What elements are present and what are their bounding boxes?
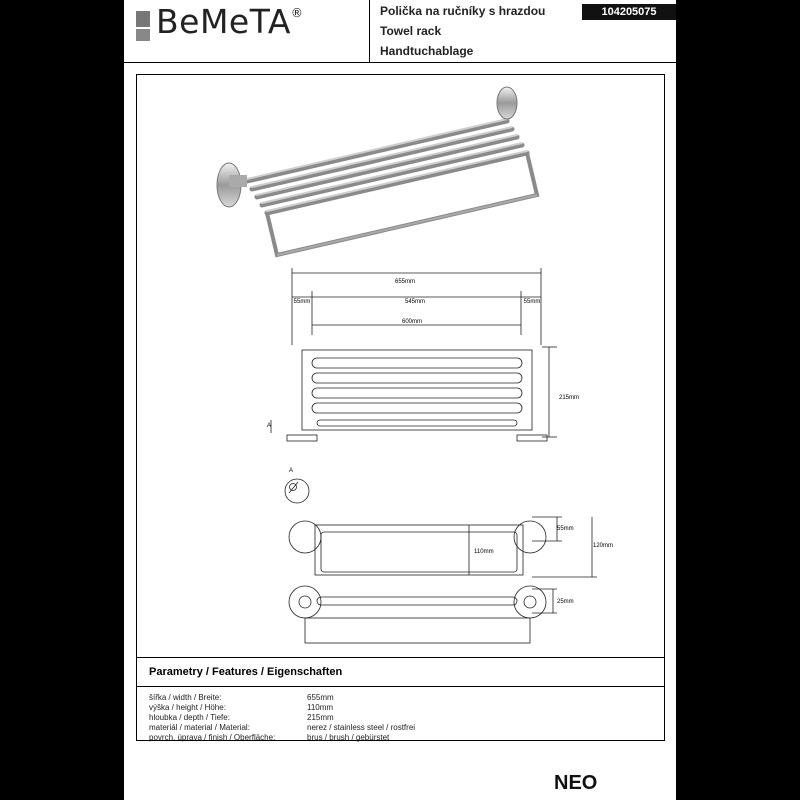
product-code: 104205075	[582, 4, 676, 20]
parameters-rule	[137, 686, 664, 687]
brand-logo: BeMeTA®	[136, 2, 303, 41]
title-de: Handtuchablage	[380, 44, 474, 58]
param-label: hloubka / depth / Tiefe:	[149, 713, 230, 722]
param-label: materiál / material / Material:	[149, 723, 250, 732]
top-view	[289, 517, 597, 577]
param-label: povrch. úprava / finish / Oberfläche:	[149, 733, 276, 742]
series-name: NEO	[554, 772, 598, 794]
front-view	[271, 268, 557, 441]
header-divider	[369, 0, 370, 62]
title-cz: Polička na ručníky s hrazdou	[380, 4, 546, 18]
dim-h1: 55mm	[557, 526, 574, 532]
param-value: nerez / stainless steel / rostfrei	[307, 723, 416, 732]
param-label: šířka / width / Breite:	[149, 693, 222, 702]
section-marker: A	[267, 423, 272, 429]
dim-h4: 25mm	[557, 599, 574, 605]
dim-bar: 600mm	[401, 319, 423, 325]
dim-h3: 110mm	[474, 549, 494, 555]
datasheet	[124, 0, 676, 800]
param-value: 110mm	[307, 703, 334, 712]
dim-depth: 215mm	[559, 395, 580, 401]
param-value: 215mm	[307, 713, 334, 722]
parameters-heading: Parametry / Features / Eigenschaften	[149, 666, 343, 678]
parameters-table	[136, 656, 665, 741]
title-en: Towel rack	[380, 24, 442, 38]
logo-mark-icon	[136, 11, 150, 27]
dim-mid: 545mm	[404, 299, 426, 305]
product-photo	[217, 87, 537, 255]
dim-right: 55mm	[523, 299, 541, 305]
technical-drawing	[137, 75, 664, 657]
drawing-frame	[136, 74, 665, 658]
dim-h2: 120mm	[593, 543, 614, 549]
param-value: brus / brush / gebürstet	[307, 733, 390, 742]
dim-left: 55mm	[293, 299, 311, 305]
detail-label: A	[289, 468, 294, 474]
bottom-view	[289, 586, 557, 643]
header-rule	[124, 62, 676, 63]
param-label: výška / height / Höhe:	[149, 703, 226, 712]
detail-a-symbol	[285, 479, 309, 503]
dim-total: 655mm	[394, 279, 416, 285]
param-value: 655mm	[307, 693, 334, 702]
